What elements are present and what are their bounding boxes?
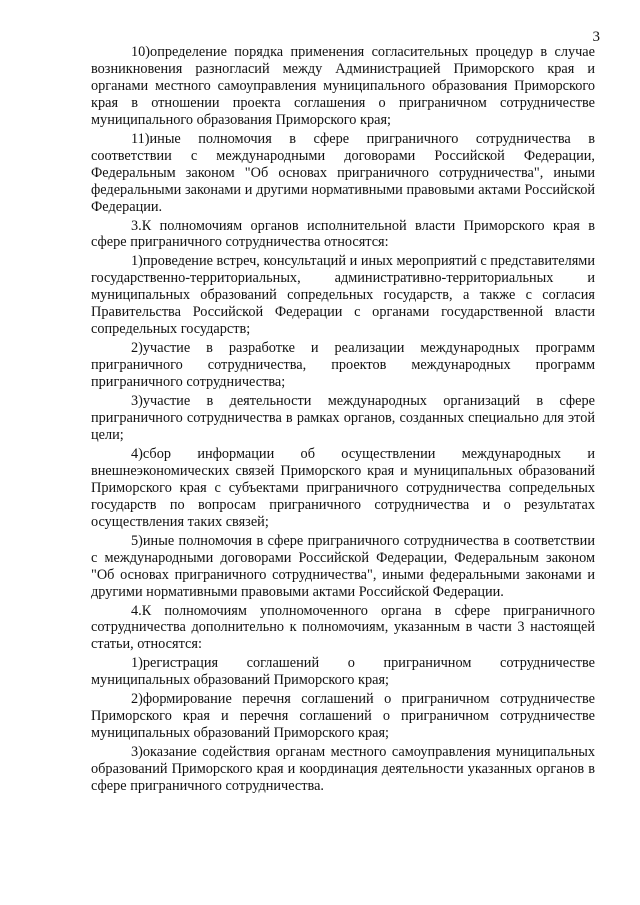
paragraph-3-2: 2)участие в разработке и реализации международных программ приграничного сотрудничества, проектов международных программ приграничного сотрудничества; <box>91 340 595 391</box>
paragraph-3-1: 1)проведение встреч, консультаций и иных мероприятий с представителями государственно-территориальных, административно-территориальных и муниципальных образований сопредельных государств, а также с согласия Правительства Российской Федерации с органами государственной власти сопредельных государств; <box>91 253 595 338</box>
paragraph-4-heading: 4.К полномочиям уполномоченного органа в сфере приграничного сотрудничества дополнительно к полномочиям, указанным в части 3 настоящей статьи, относятся: <box>91 602 595 653</box>
page-number: 3 <box>592 29 600 45</box>
paragraph-3-heading: 3.К полномочиям органов исполнительной власти Приморского края в сфере приграничного сотрудничества относятся: <box>91 217 595 251</box>
paragraph-4-2: 2)формирование перечня соглашений о приграничном сотрудничестве Приморского края и перечня соглашений о приграничном сотрудничестве муниципальных образований Приморского края; <box>91 691 595 742</box>
paragraph-2-11: 11)иные полномочия в сфере приграничного сотрудничества в соответствии с международными договорами Российской Федерации, Федеральным законом "Об основах приграничного сотрудничества", иными федеральными законами и другими нормативными правовыми актами Российской Федерации. <box>91 130 595 215</box>
paragraph-2-10: 10)определение порядка применения согласительных процедур в случае возникновения разногласий между Администрацией Приморского края и органами местного самоуправления муниципального образования Приморского края в отношении проекта соглашения о приграничном сотрудничестве муниципального образования Приморского края; <box>91 44 595 128</box>
paragraph-3-3: 3)участие в деятельности международных организаций в сфере приграничного сотрудничества в рамках органов, созданных специально для этой цели; <box>91 393 595 443</box>
document-body <box>91 44 595 795</box>
paragraph-3-4: 4)сбор информации об осуществлении международных и внешнеэкономических связей Приморского края и муниципальных образований Приморского края с субъектами приграничного сотрудничества сопредельных государств по вопросам приграничного сотрудничества и о результатах осуществления таких связей; <box>91 445 595 530</box>
paragraph-4-3: 3)оказание содействия органам местного самоуправления муниципальных образований Приморского края и координация деятельности указанных органов в сфере приграничного сотрудничества. <box>91 744 595 795</box>
paragraph-3-5: 5)иные полномочия в сфере приграничного сотрудничества в соответствии с международными договорами Российской Федерации, Федеральным законом "Об основах приграничного сотрудничества", иными федеральными законами и другими нормативными правовыми актами Российской Федерации. <box>91 532 595 600</box>
paragraph-4-1: 1)регистрация соглашений о приграничном сотрудничестве муниципальных образований Приморского края; <box>91 655 595 689</box>
